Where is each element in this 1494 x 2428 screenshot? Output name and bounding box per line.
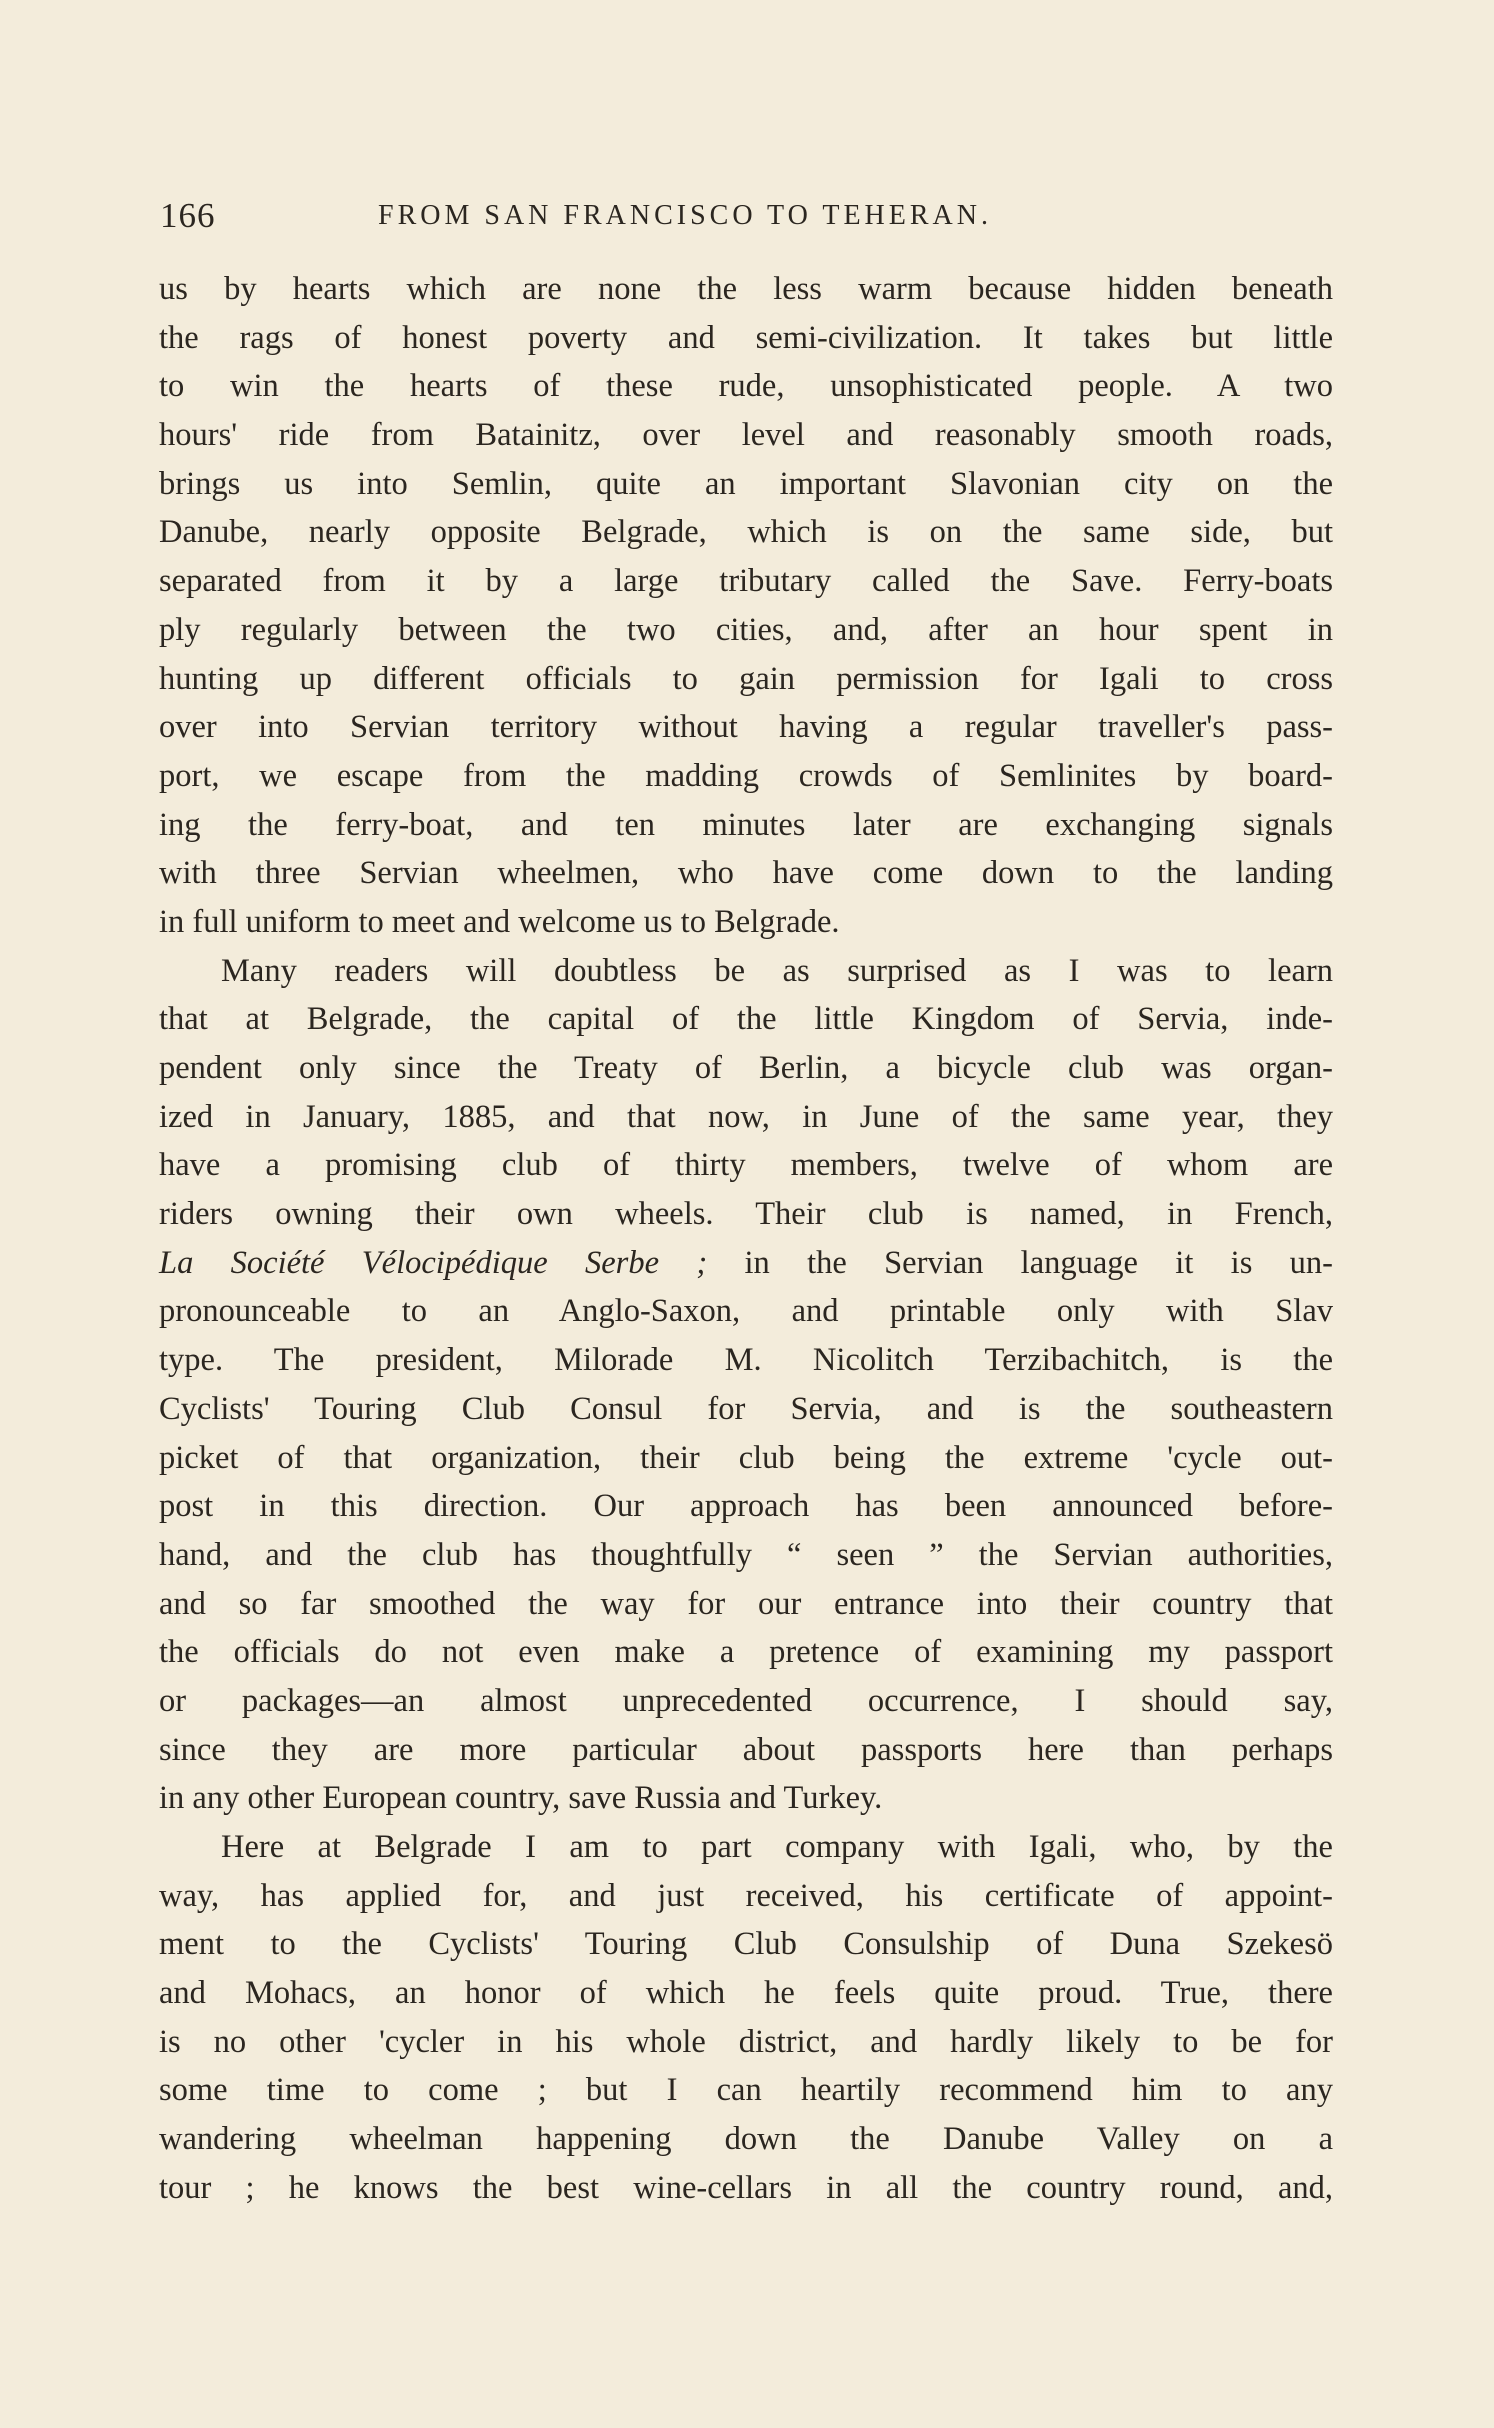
text-line: hours' ride from Batainitz, over level and reasonably smooth roads, <box>159 417 1333 454</box>
text-line: picket of that organization, their club being the extreme 'cycle out- <box>159 1439 1333 1476</box>
text-line: riders owning their own wheels. Their club is named, in French, <box>159 1196 1333 1233</box>
text-line: since they are more particular about passports here than perhaps <box>159 1731 1333 1768</box>
text-line: that at Belgrade, the capital of the little Kingdom of Servia, inde- <box>159 1001 1333 1038</box>
text-line: post in this direction. Our approach has been announced before- <box>159 1488 1333 1525</box>
running-title: FROM SAN FRANCISCO TO TEHERAN. <box>378 200 992 231</box>
text-line: ing the ferry-boat, and ten minutes later are exchanging signals <box>159 806 1333 843</box>
text-line: Cyclists' Touring Club Consul for Servia, and is the southeastern <box>159 1390 1333 1427</box>
text-line-with-italic <box>159 1239 1333 1288</box>
text-line: port, we escape from the madding crowds of Semlinites by board- <box>159 757 1333 794</box>
text-line: separated from it by a large tributary called the Save. Ferry-boats <box>159 563 1333 600</box>
text-line: or packages—an almost unprecedented occurrence, I should say, <box>159 1682 1333 1719</box>
text-line: ment to the Cyclists' Touring Club Consulship of Duna Szekesö <box>159 1926 1333 1963</box>
text-line: and so far smoothed the way for our entrance into their country that <box>159 1585 1333 1622</box>
text-line: over into Servian territory without having a regular traveller's pass- <box>159 709 1333 746</box>
text-line: the rags of honest poverty and semi-civilization. It takes but little <box>159 319 1333 356</box>
text-line: pendent only since the Treaty of Berlin, a bicycle club was organ- <box>159 1050 1333 1086</box>
text-line: to win the hearts of these rude, unsophisticated people. A two <box>159 368 1333 405</box>
text-line: hand, and the club has thoughtfully “ seen ” the Servian authorities, <box>159 1536 1333 1573</box>
text-line: Many readers will doubtless be as surprised as I was to learn <box>221 952 1333 989</box>
text-line: ply regularly between the two cities, and, after an hour spent in <box>159 611 1333 648</box>
text-line: pronounceable to an Anglo-Saxon, and printable only with Slav <box>159 1293 1333 1330</box>
running-head <box>160 196 1334 240</box>
text-line: wandering wheelman happening down the Danube Valley on a <box>159 2121 1333 2158</box>
text-line: the officials do not even make a pretence of examining my passport <box>159 1634 1333 1671</box>
text-line: type. The president, Milorade M. Nicolitch Terzibachitch, is the <box>159 1342 1333 1379</box>
text-line: have a promising club of thirty members, twelve of whom are <box>159 1147 1333 1184</box>
text-line: brings us into Semlin, quite an important Slavonian city on the <box>159 465 1333 502</box>
text-line: in full uniform to meet and welcome us to Belgrade. <box>159 903 840 940</box>
text-line: hunting up different officials to gain permission for Igali to cross <box>159 660 1333 697</box>
text-line: some time to come ; but I can heartily recommend him to any <box>159 2072 1333 2109</box>
text-line: in any other European country, save Russia and Turkey. <box>159 1780 883 1817</box>
text-line: ized in January, 1885, and that now, in June of the same year, they <box>159 1098 1333 1135</box>
text-line: way, has applied for, and just received, his certificate of appoint- <box>159 1877 1333 1914</box>
text-line: with three Servian wheelmen, who have come down to the landing <box>159 855 1333 892</box>
text-line: is no other 'cycler in his whole district, and hardly likely to be for <box>159 2023 1333 2060</box>
text-line: Danube, nearly opposite Belgrade, which is on the same side, but <box>159 514 1333 551</box>
text-line: us by hearts which are none the less warm because hidden beneath <box>159 271 1333 307</box>
italic-club-name: La Société Vélocipédique Serbe ; <box>159 1244 708 1281</box>
text-line: Here at Belgrade I am to part company with Igali, who, by the <box>221 1829 1333 1865</box>
text-line: tour ; he knows the best wine-cellars in all the country round, and, <box>159 2169 1333 2206</box>
body-text <box>159 265 1333 2213</box>
line-remainder: in the Servian language it is un- <box>744 1244 1333 1281</box>
text-line: and Mohacs, an honor of which he feels quite proud. True, there <box>159 1975 1333 2012</box>
page-number: 166 <box>160 196 216 235</box>
